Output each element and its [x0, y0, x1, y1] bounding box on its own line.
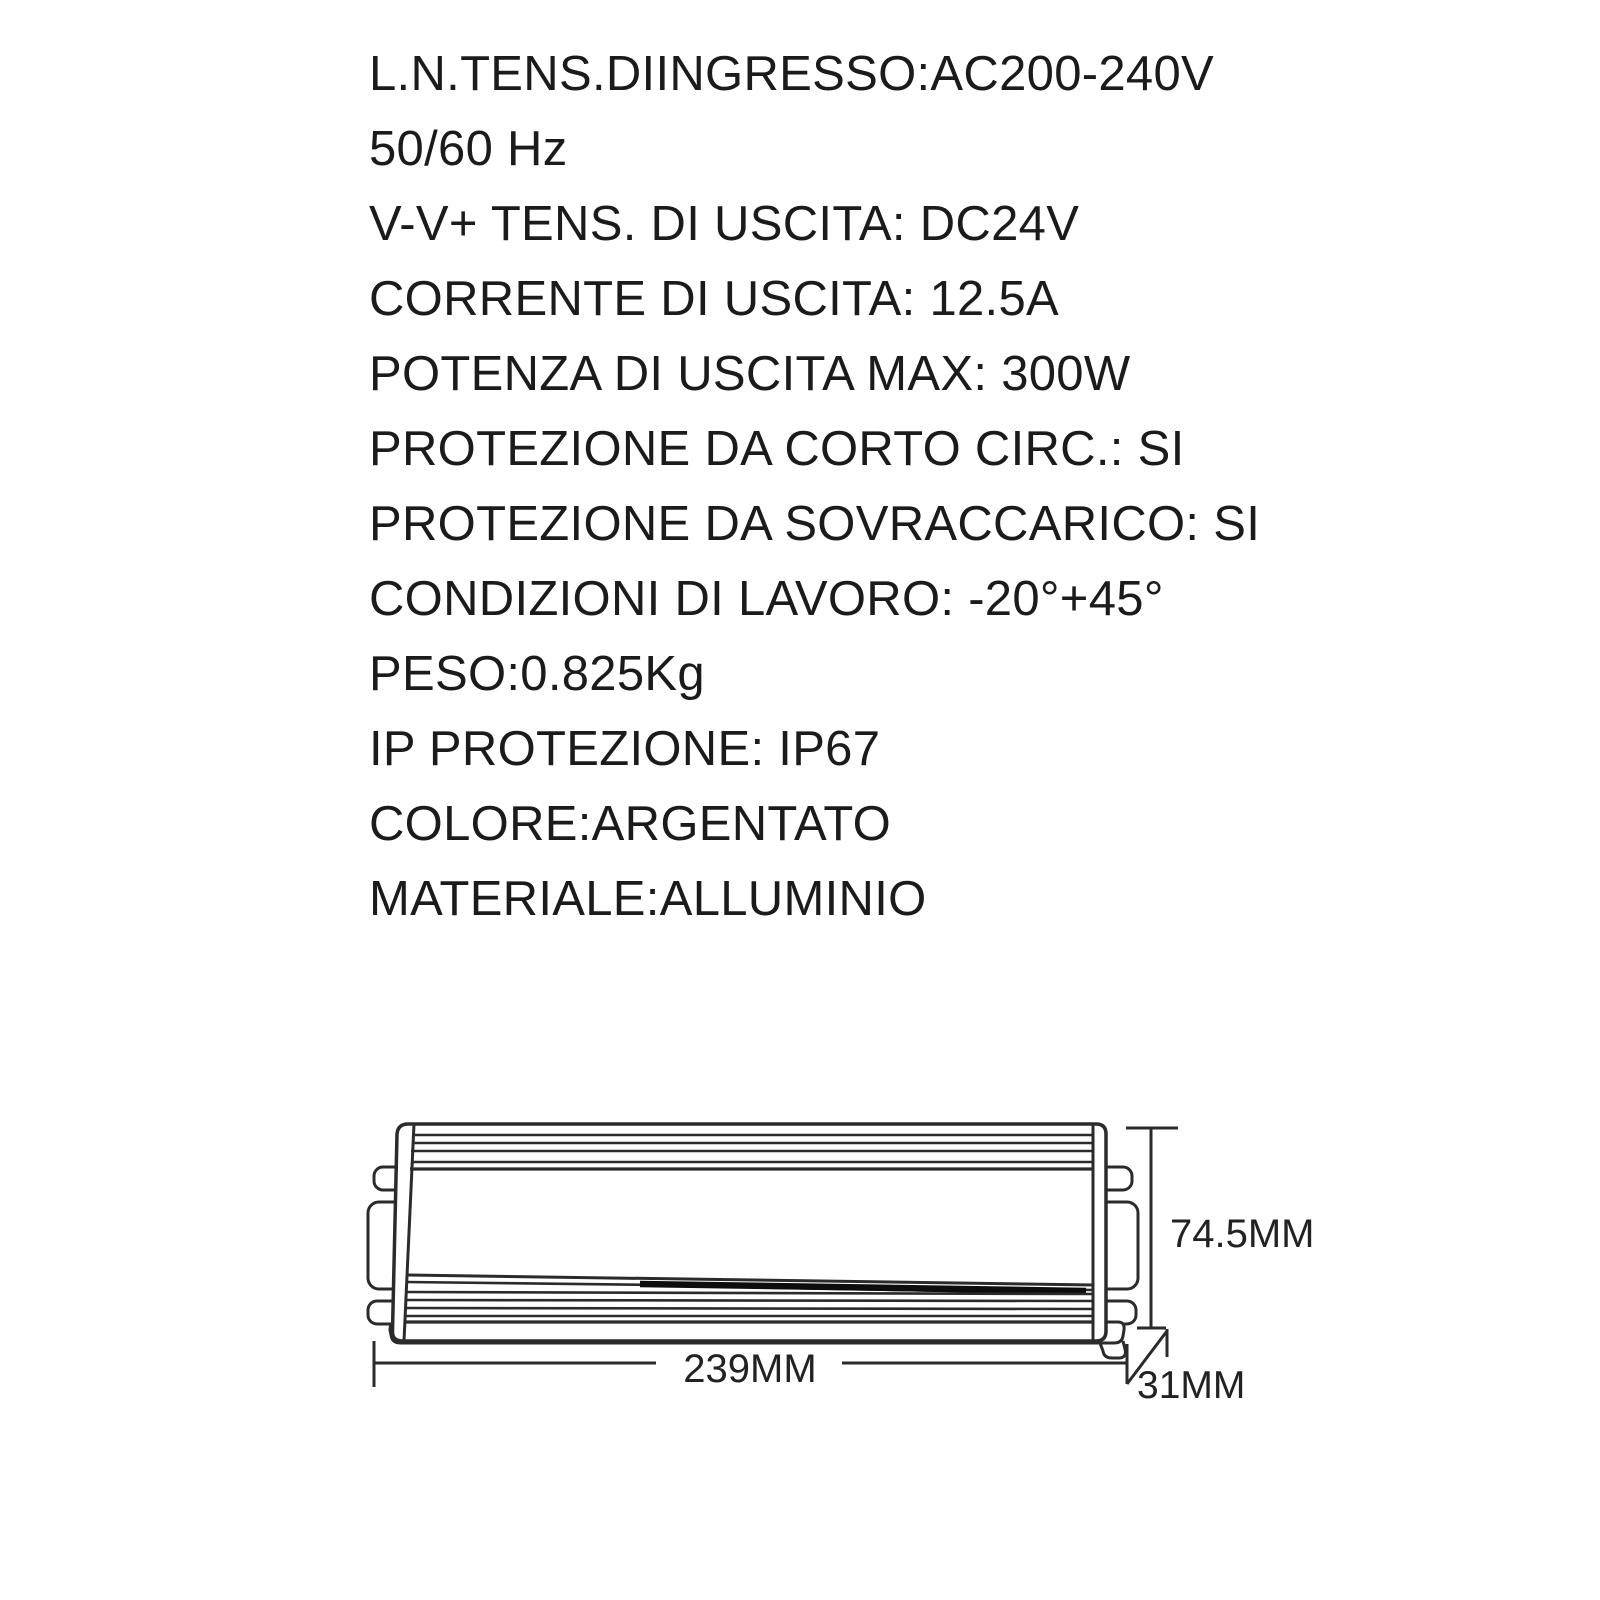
spec-line: COLORE:ARGENTATO [369, 797, 892, 851]
length-dimension-label: 239MM [683, 1347, 817, 1391]
height-dimension-label: 74.5MM [1170, 1212, 1315, 1256]
spec-line: PESO:0.825Kg [369, 647, 705, 701]
spec-line: CORRENTE DI USCITA: 12.5A [369, 272, 1060, 326]
spec-line: PROTEZIONE DA SOVRACCARICO: SI [369, 497, 1261, 551]
spec-line: L.N.TENS.DIINGRESSO:AC200-240V [369, 47, 1215, 101]
spec-line: MATERIALE:ALLUMINIO [369, 872, 927, 926]
spec-line: CONDIZIONI DI LAVORO: -20°+45° [369, 572, 1164, 626]
spec-line: POTENZA DI USCITA MAX: 300W [369, 347, 1131, 401]
spec-line: V-V+ TENS. DI USCITA: DC24V [369, 197, 1080, 251]
spec-line: IP PROTEZIONE: IP67 [369, 722, 881, 776]
spec-line: PROTEZIONE DA CORTO CIRC.: SI [369, 422, 1185, 476]
power-supply-dimension-drawing [340, 1080, 1360, 1460]
depth-dimension-label: 31MM [1137, 1364, 1246, 1407]
spec-list [369, 37, 1260, 937]
spec-line: 50/60 Hz [369, 122, 568, 176]
